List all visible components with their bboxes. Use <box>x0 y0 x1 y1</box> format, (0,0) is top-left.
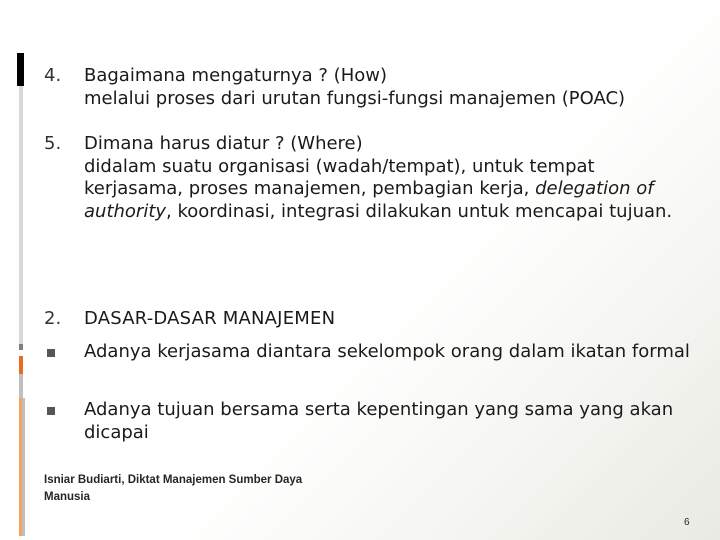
list-number: 4. <box>44 65 62 86</box>
list-item-5 <box>44 133 694 223</box>
list-item-4 <box>44 65 694 110</box>
list-item-heading: Dimana harus diatur ? (Where) <box>84 133 363 154</box>
accent-bar-black <box>17 53 24 86</box>
footer-citation <box>44 472 384 506</box>
list-item-detail: melalui proses dari urutan fungsi-fungsi manajemen (POAC) <box>84 87 626 109</box>
page-number: 6 <box>684 517 690 528</box>
footer-line: Manusia <box>44 491 91 503</box>
accent-bar-gray-lower <box>19 374 23 398</box>
section-heading-item <box>44 308 694 331</box>
accent-bar-dark-gray <box>19 344 23 350</box>
accent-bar-gray-bottom <box>22 398 25 536</box>
bullet-text: Adanya tujuan bersama serta kepentingan yang sama yang akan dicapai <box>84 399 674 443</box>
bullet-item <box>44 399 694 444</box>
accent-bar-gray <box>19 86 23 344</box>
detail-text-after: , koordinasi, integrasi dilakukan untuk mencapai tujuan. <box>166 200 673 222</box>
list-item-heading: Bagaimana mengaturnya ? (How) <box>84 65 387 86</box>
square-bullet-icon <box>44 341 55 364</box>
detail-text-before: didalam suatu organisasi (wadah/tempat), untuk tempat kerjasama, proses manajemen, pembagian kerja, <box>84 155 595 199</box>
detail-text-italic: delegation of authority <box>84 178 654 222</box>
bullet-item <box>44 341 694 364</box>
list-number: 5. <box>44 133 62 154</box>
footer-line: Isniar Budiarti, Diktat Manajemen Sumber Daya <box>44 474 303 486</box>
list-item-detail <box>84 156 694 224</box>
bullet-text: Adanya kerjasama diantara sekelompok orang dalam ikatan formal <box>84 341 690 362</box>
square-bullet-icon <box>44 399 55 422</box>
section-heading: DASAR-DASAR MANAJEMEN <box>84 308 336 329</box>
accent-bar-orange <box>19 356 23 374</box>
section-number: 2. <box>44 308 62 329</box>
